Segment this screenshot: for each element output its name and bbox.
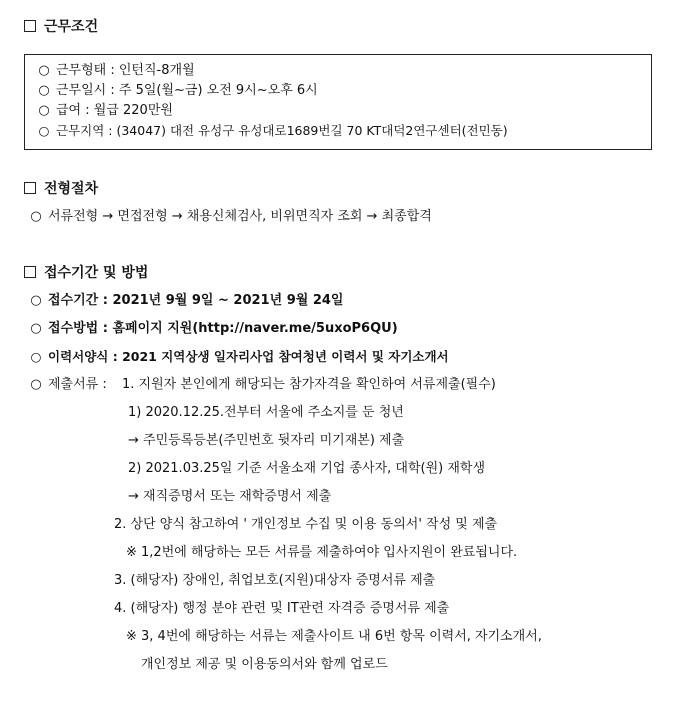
docs-item-1: 1. 지원자 본인에게 해당되는 참가자격을 확인하여 서류제출(필수) xyxy=(122,377,496,392)
apply-resume-form: ○ 이력서양식 : 2021 지역상생 일자리사업 참여청년 이력서 및 자기소개서 xyxy=(30,349,449,364)
circle-bullet-icon: ○ xyxy=(30,209,42,224)
docs-item-4-note-1: ※ 3, 4번에 해당하는 서류는 제출사이트 내 6번 항목 이력서, 자기소개서, xyxy=(126,629,542,644)
docs-item-2-note: ※ 1,2번에 해당하는 모든 서류를 제출하여야 입사지원이 완료됩니다. xyxy=(126,545,518,560)
circle-bullet-icon: ○ xyxy=(38,83,50,98)
checkbox-square-icon xyxy=(24,182,36,194)
docs-item-1-1-arrow: → 주민등록등본(주민번호 뒷자리 미기재본) 제출 xyxy=(128,433,405,448)
apply-period: ○ 접수기간 : 2021년 9월 9일 ~ 2021년 9월 24일 xyxy=(30,293,344,308)
work-item: ○ 근무일시 : 주 5일(월~금) 오전 9시~오후 6시 xyxy=(38,83,318,98)
work-item: ○ 급여 : 월급 220만원 xyxy=(38,103,173,118)
circle-bullet-icon: ○ xyxy=(30,349,42,364)
circle-bullet-icon: ○ xyxy=(30,321,42,336)
docs-item-1-2: 2) 2021.03.25일 기준 서울소재 기업 종사자, 대학(원) 재학생 xyxy=(128,461,486,476)
work-item: ○ 근무지역 : (34047) 대전 유성구 유성대로1689번길 70 KT대덕2연구센터(전민동) xyxy=(38,123,508,138)
docs-item-1-2-arrow: → 재직증명서 또는 재학증명서 제출 xyxy=(128,489,332,504)
docs-item-1-1: 1) 2020.12.25.전부터 서울에 주소지를 둔 청년 xyxy=(128,405,404,420)
checkbox-square-icon xyxy=(24,266,36,278)
circle-bullet-icon: ○ xyxy=(30,377,42,392)
checkbox-square-icon xyxy=(24,20,36,32)
circle-bullet-icon: ○ xyxy=(38,63,50,78)
docs-label: ○ 제출서류 : xyxy=(30,377,107,392)
circle-bullet-icon: ○ xyxy=(38,103,50,118)
circle-bullet-icon: ○ xyxy=(30,293,42,308)
docs-item-4-note-2: 개인정보 제공 및 이용동의서와 함께 업로드 xyxy=(141,657,388,672)
work-item: ○ 근무형태 : 인턴직-8개월 xyxy=(38,63,195,78)
section-heading-work: 근무조건 xyxy=(24,18,98,36)
docs-item-4: 4. (해당자) 행정 분야 관련 및 IT관련 자격증 증명서류 제출 xyxy=(114,601,450,616)
docs-item-3: 3. (해당자) 장애인, 취업보호(지원)대상자 증명서류 제출 xyxy=(114,573,436,588)
apply-method: ○ 접수방법 : 홈페이지 지원(http://naver.me/5uxoP6QU) xyxy=(30,321,398,336)
process-text: ○ 서류전형 → 면접전형 → 채용신체검사, 비위면직자 조회 → 최종합격 xyxy=(30,209,432,224)
section-heading-process: 전형절차 xyxy=(24,180,98,198)
docs-item-2: 2. 상단 양식 참고하여 ' 개인정보 수집 및 이용 동의서' 작성 및 제출 xyxy=(114,517,498,532)
section-heading-apply: 접수기간 및 방법 xyxy=(24,264,148,282)
circle-bullet-icon: ○ xyxy=(38,123,50,138)
